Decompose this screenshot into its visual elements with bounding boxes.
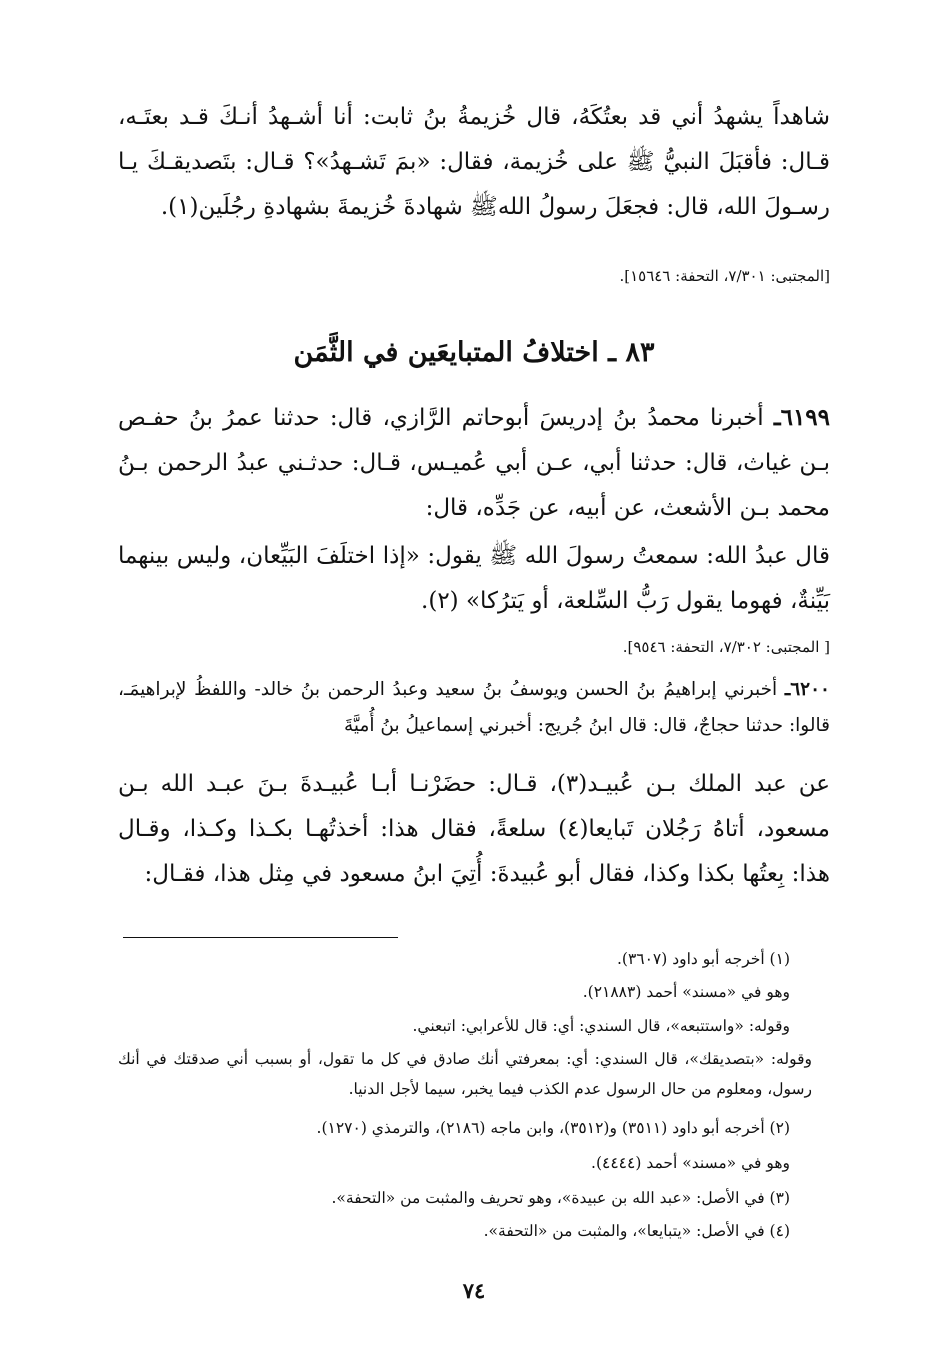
hadith-6200-matn: عن عبد الملك بـن عُبيـد(٣)، قـال: حضَرْنـا أبـا عُبيـدةَ بـنَ عبـد الله بـن مسعود، أتاهُ رَجُلان تَبايعا(٤) سلعةً، فقال هذا: أخذتُهـا بكـذا وكـذا، وقـال هذا: بِعتُها بكذا وكذا، فقال أبو عُبيدةَ: أُتِيَ ابنُ مسعود في مِثل هذا، فقـال: xyxy=(118,771,830,887)
hadith-number: ٦١٩٩ـ xyxy=(773,404,831,431)
hadith-number: ٦٢٠٠ـ xyxy=(784,679,830,700)
footnote-1-note: وقوله: «واستتبعه»، قال السندي: أي: قال للأعرابي: اتبعني. xyxy=(412,1017,790,1035)
reference-citation: [المجتبى: ٧/٣٠١، التحفة: ١٥٦٤٦]. xyxy=(619,267,830,285)
hadith-6200-isnad xyxy=(118,672,830,744)
footnote-1: (١) أخرجه أبو داود (٣٦٠٧). xyxy=(616,950,790,968)
reference-citation: [ المجتبى: ٧/٣٠٢، التحفة: ٩٥٤٦]. xyxy=(622,638,830,656)
hadith-isnad-text: أخبرني إبراهيمُ بنُ الحسن ويوسفُ بنُ سعيد وعبدُ الرحمن بنُ خالد- واللفظُ لإبراهيمَـ، قالوا: حدثنا حجاجٌ، قال: قال ابنُ جُريج: أخبرني إسماعيلُ بنُ أُميَّةَ xyxy=(118,679,830,736)
hadith-isnad-text: أخبرنا محمدُ بنُ إدريسَ أبوحاتم الرَّازي، قال: حدثنا عمرُ بنُ حفـص بـن غياث، قال: حدثنا أبي، عـن أبي عُميـس، قـال: حدثـني عبدُ الرحمن بـنُ محمد بـن الأشعث، عن أبيه، عن جَدِّه، قال: xyxy=(118,405,830,521)
footnote-separator xyxy=(123,937,398,938)
page-number: ٧٤ xyxy=(462,1278,486,1303)
footnote-4: (٤) في الأصل: «يتبايعا»، والمثبت من «التحفة». xyxy=(483,1222,790,1240)
footnote-1-note: وهو في «مسند» أحمد (٢١٨٨٣). xyxy=(582,983,790,1001)
footnote-2: (٢) أخرجه أبو داود (٣٥١١) و(٣٥١٢)، وابن ماجه (٢١٨٦)، والترمذي (١٢٧٠). xyxy=(316,1119,790,1137)
hadith-6199-matn: قال عبدُ الله: سمعتُ رسولَ الله ﷺ يقول: «إذا اختلَفَ البَيِّعان، وليس بينهما بَيِّنةٌ، فهوما يقول رَبُّ السِّلعة، أو يَترُكا» (٢). xyxy=(118,543,830,614)
footnote-3: (٣) في الأصل: «عبد الله بن عبيدة»، وهو تحريف والمثبت من «التحفة». xyxy=(331,1189,790,1207)
footnote-2-note: وهو في «مسند» أحمد (٤٤٤٤). xyxy=(591,1154,790,1172)
chapter-heading: ٨٣ ـ اختلافُ المتبايعَين في الثَّمَن xyxy=(293,337,655,368)
footnote-1-note: وقوله: «بتصديقك»، قال السندي: أي: بمعرفتي أنك صادق في كل ما تقول، أو بسبب أني صدقتك في أنك رسول، ومعلوم من حال الرسول عدم الكذب فيما يخبر، سيما لأجل الدنيا. xyxy=(118,1050,812,1098)
paragraph-continuation: شاهداً يشهدُ أني قد بعتُكَهُ، قال خُزيمةُ بنُ ثابت: أنا أشـهدُ أنـكَ قـد بعتَـه، قـال: فأقبَلَ النبيُّ ﷺ على خُزيمة، فقال: «بمَ تَشـهدُ»؟ قـال: بتَصديقـكَ يـا رسـولَ الله، قال: فجعَلَ رسولُ اللهﷺ شهادةَ خُزيمةَ بشهادةِ رجُلَين(١). xyxy=(118,104,830,220)
hadith-6199-isnad xyxy=(118,395,830,531)
